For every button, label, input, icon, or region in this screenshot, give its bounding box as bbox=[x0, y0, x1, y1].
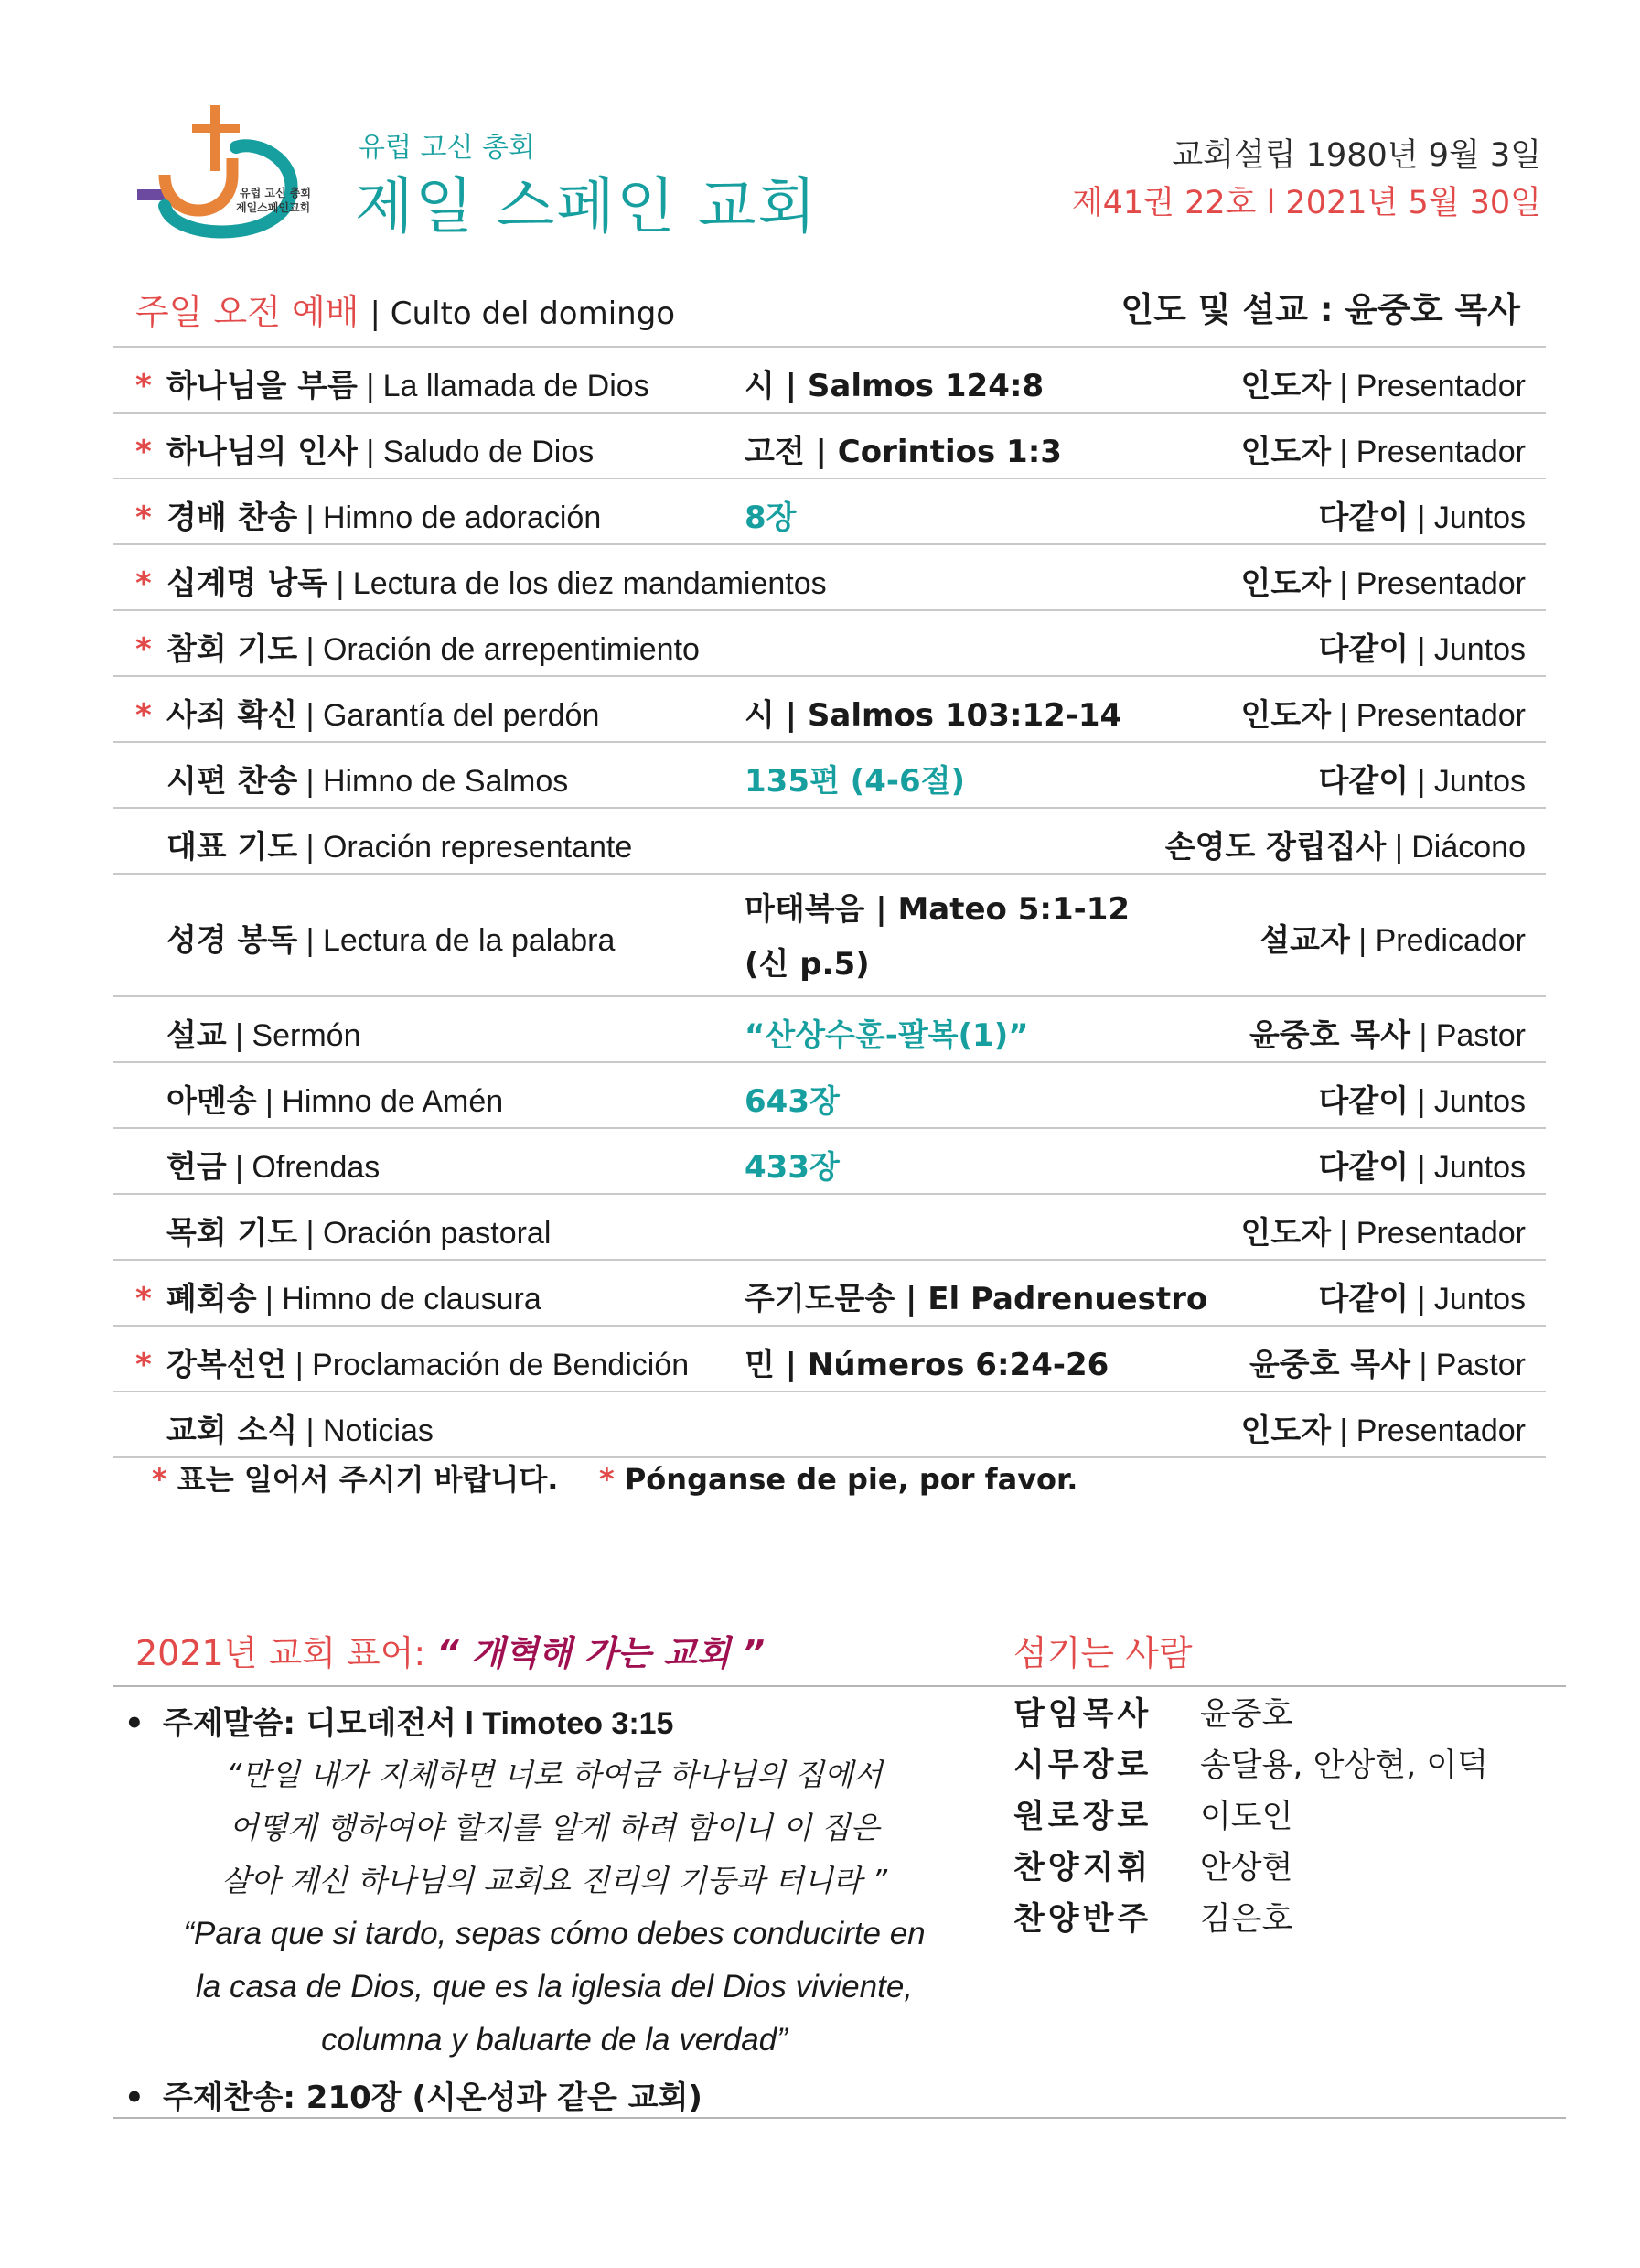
reference-text: 433장 bbox=[745, 1149, 840, 1186]
stand-marker: * bbox=[135, 1281, 152, 1317]
leader-ko: 인도자 bbox=[1240, 1413, 1332, 1449]
item-name-ko: 폐회송 bbox=[166, 1281, 257, 1317]
leader-ko: 인도자 bbox=[1240, 434, 1332, 470]
leader-es: | Presentador bbox=[1331, 435, 1526, 469]
leader-es: | Presentador bbox=[1331, 698, 1526, 733]
item-leader bbox=[1241, 360, 1527, 405]
servant-name: 송달용, 안상현, 이덕 bbox=[1200, 1747, 1488, 1784]
servant-role: 찬양반주 bbox=[1013, 1901, 1152, 1938]
order-row bbox=[113, 478, 1546, 543]
church-logo bbox=[137, 105, 320, 252]
leader-ko: 다같이 bbox=[1318, 1083, 1410, 1120]
verse-korean bbox=[124, 1748, 984, 1908]
leader-es: | Diácono bbox=[1386, 830, 1526, 865]
worship-title bbox=[135, 284, 675, 334]
item-reference bbox=[745, 426, 1062, 471]
leader-ko: 인도자 bbox=[1240, 565, 1332, 602]
order-item-name bbox=[166, 1274, 541, 1318]
issue-info: 제41권 22호 l 2021년 5월 30일 bbox=[1071, 185, 1541, 221]
leader-es: | Presentador bbox=[1331, 369, 1526, 403]
item-reference bbox=[745, 1339, 1109, 1384]
order-item-name bbox=[166, 1405, 434, 1450]
reference-text: 643장 bbox=[745, 1083, 840, 1120]
order-row bbox=[113, 1061, 1546, 1127]
order-row bbox=[113, 807, 1546, 873]
order-item-name bbox=[166, 822, 632, 866]
leader-es: | Pastor bbox=[1410, 1018, 1526, 1053]
item-leader bbox=[1319, 1142, 1526, 1187]
item-reference bbox=[745, 882, 1130, 992]
founded-date: 교회설립 1980년 9월 3일 bbox=[1172, 137, 1541, 174]
item-leader bbox=[1241, 1405, 1527, 1450]
order-row bbox=[113, 741, 1546, 807]
order-item-name bbox=[166, 1142, 380, 1187]
theme-block bbox=[124, 1698, 984, 2117]
bullet-icon: • bbox=[124, 1705, 145, 1742]
verse-line: 살아 계신 하나님의 교회요 진리의 기둥과 터니라 ” bbox=[220, 1863, 888, 1898]
note-star: * bbox=[598, 1462, 615, 1497]
note-es: Pónganse de pie, por favor. bbox=[624, 1462, 1078, 1497]
servants-heading: 섬기는 사람 bbox=[1013, 1633, 1193, 1673]
order-item-name bbox=[166, 915, 615, 960]
leader-es: | Juntos bbox=[1409, 500, 1526, 535]
item-name-ko: 목회 기도 bbox=[166, 1215, 298, 1252]
order-item-name bbox=[166, 756, 568, 801]
leader-ko: 다같이 bbox=[1318, 1281, 1410, 1317]
item-name-es: | Lectura de la palabra bbox=[297, 923, 616, 958]
order-row bbox=[113, 1193, 1546, 1259]
leader-es: | Juntos bbox=[1409, 764, 1526, 799]
servant-row bbox=[1013, 1791, 1488, 1843]
stand-marker: * bbox=[135, 565, 152, 602]
servant-name: 이도인 bbox=[1200, 1799, 1293, 1835]
worship-title-es: | Culto del domingo bbox=[370, 296, 676, 332]
item-name-es: | Noticias bbox=[297, 1413, 434, 1448]
leader-ko: 손영도 장립집사 bbox=[1164, 829, 1387, 865]
servant-row bbox=[1013, 1740, 1488, 1791]
item-name-ko: 대표 기도 bbox=[166, 829, 298, 865]
item-name-ko: 하나님의 인사 bbox=[166, 434, 358, 470]
item-name-ko: 강복선언 bbox=[166, 1347, 287, 1383]
order-row bbox=[113, 1259, 1546, 1325]
reference-text: 마태복음 | Mateo 5:1-12 bbox=[745, 891, 1131, 928]
reference-text: 민 | Números 6:24-26 bbox=[745, 1347, 1109, 1383]
item-leader bbox=[1249, 1010, 1526, 1055]
theme-hymn-line bbox=[124, 2072, 984, 2117]
order-row bbox=[113, 412, 1546, 478]
item-name-ko: 아멘송 bbox=[166, 1083, 257, 1120]
servant-role: 시무장로 bbox=[1013, 1747, 1152, 1784]
leader-ko: 인도자 bbox=[1240, 368, 1332, 404]
header-meta bbox=[1072, 132, 1541, 227]
servant-name: 안상현 bbox=[1200, 1850, 1293, 1886]
order-item-name bbox=[166, 1010, 360, 1055]
order-row bbox=[113, 675, 1546, 741]
order-item-name bbox=[166, 426, 594, 471]
leader-ko: 인도자 bbox=[1240, 1215, 1332, 1252]
reference-text: 주기도문송 | El Padrenuestro bbox=[745, 1281, 1208, 1317]
leader-es: | Juntos bbox=[1409, 1282, 1526, 1317]
item-name-es: | Oración pastoral bbox=[297, 1216, 552, 1251]
note-star: * bbox=[152, 1462, 167, 1497]
order-row bbox=[113, 995, 1546, 1061]
servant-name: 김은호 bbox=[1200, 1901, 1293, 1938]
item-name-es: | Himno de clausura bbox=[256, 1282, 541, 1317]
order-row bbox=[113, 873, 1546, 995]
stand-marker: * bbox=[135, 500, 152, 536]
verse-line: la casa de Dios, que es la iglesia del Dios viviente, bbox=[195, 1969, 914, 2005]
item-name-es: | Sermón bbox=[226, 1018, 361, 1053]
stand-marker: * bbox=[135, 434, 152, 470]
leader-ko: 다같이 bbox=[1318, 763, 1410, 800]
order-row bbox=[113, 1391, 1546, 1458]
stand-marker: * bbox=[135, 1347, 152, 1383]
item-leader bbox=[1259, 915, 1526, 960]
motto-text: “ 개혁해 가는 교회 ” bbox=[436, 1633, 766, 1673]
leader-ko: 윤중호 목사 bbox=[1249, 1347, 1410, 1383]
leader-es: | Juntos bbox=[1409, 632, 1526, 667]
item-name-es: | Proclamación de Bendición bbox=[286, 1348, 690, 1382]
order-item-name bbox=[166, 1339, 689, 1384]
item-name-ko: 십계명 낭독 bbox=[166, 565, 328, 602]
item-leader bbox=[1241, 558, 1527, 603]
stand-marker: * bbox=[135, 631, 152, 668]
standing-note bbox=[152, 1456, 1077, 1499]
item-name-ko: 참회 기도 bbox=[166, 631, 298, 668]
item-leader bbox=[1319, 1274, 1526, 1318]
reference-text: 고전 | Corintios 1:3 bbox=[745, 434, 1062, 470]
order-item-name bbox=[166, 1208, 551, 1252]
order-item-name bbox=[166, 492, 601, 537]
item-reference bbox=[745, 492, 797, 537]
leader-es: | Predicador bbox=[1349, 923, 1526, 958]
order-row bbox=[113, 609, 1546, 675]
motto-heading bbox=[135, 1625, 765, 1675]
verse-line: “만일 내가 지체하면 너로 하여금 하나님의 집에서 bbox=[226, 1757, 883, 1792]
item-name-ko: 교회 소식 bbox=[166, 1413, 298, 1449]
servant-row bbox=[1013, 1894, 1488, 1945]
order-item-name bbox=[166, 558, 827, 603]
item-name-ko: 하나님을 부름 bbox=[166, 368, 358, 404]
logo-text-1: 유럽 고신 총회 bbox=[240, 187, 311, 199]
item-name-es: | Garantía del perdón bbox=[297, 698, 600, 733]
leader-es: | Pastor bbox=[1410, 1348, 1526, 1382]
leader-es: | Juntos bbox=[1409, 1084, 1526, 1119]
item-name-ko: 성경 봉독 bbox=[166, 922, 298, 959]
servant-role: 담임목사 bbox=[1013, 1696, 1152, 1733]
item-reference bbox=[745, 1076, 840, 1121]
order-of-worship bbox=[113, 346, 1546, 1458]
item-reference bbox=[745, 1010, 1029, 1055]
item-name-es: | La llamada de Dios bbox=[357, 369, 649, 403]
leader-ko: 설교자 bbox=[1259, 922, 1350, 959]
leader-es: | Presentador bbox=[1331, 1216, 1526, 1251]
item-name-ko: 헌금 bbox=[166, 1149, 227, 1186]
leader-es: | Presentador bbox=[1331, 1413, 1526, 1448]
item-name-ko: 사죄 확신 bbox=[166, 697, 298, 734]
theme-hymn: 주제찬송: 210장 (시온성과 같은 교회) bbox=[163, 2080, 702, 2116]
item-leader bbox=[1319, 624, 1526, 669]
item-reference bbox=[745, 360, 1044, 405]
reference-text: 135편 (4-6절) bbox=[745, 763, 966, 800]
officiant: 인도 및 설교 : 윤중호 목사 bbox=[1120, 290, 1520, 329]
item-leader bbox=[1241, 690, 1527, 735]
servant-name: 윤중호 bbox=[1200, 1696, 1293, 1733]
order-row bbox=[113, 1325, 1546, 1391]
motto-prefix: 2021년 교회 표어: bbox=[135, 1633, 437, 1673]
item-reference bbox=[745, 1142, 840, 1187]
item-name-es: | Himno de Amén bbox=[256, 1084, 504, 1119]
church-name: 제일 스페인 교회 bbox=[355, 171, 819, 242]
divider bbox=[113, 2117, 1566, 2119]
reference-text: 8장 bbox=[745, 500, 797, 536]
leader-ko: 윤중호 목사 bbox=[1249, 1017, 1410, 1054]
leader-ko: 다같이 bbox=[1318, 500, 1410, 536]
leader-ko: 다같이 bbox=[1318, 631, 1410, 668]
worship-heading bbox=[135, 274, 1527, 339]
reference-text: 시 | Salmos 124:8 bbox=[745, 368, 1045, 404]
theme-verse-label: 주제말씀: 디모데전서 bbox=[163, 1705, 457, 1742]
leader-ko: 다같이 bbox=[1318, 1149, 1410, 1186]
reference-page: (신 p.5) bbox=[745, 946, 870, 983]
order-row bbox=[113, 346, 1546, 412]
item-leader bbox=[1165, 822, 1526, 866]
theme-verse-line bbox=[124, 1698, 984, 1743]
stand-marker: * bbox=[135, 697, 152, 734]
item-reference bbox=[745, 690, 1121, 735]
leader-es: | Juntos bbox=[1409, 1150, 1526, 1185]
item-name-es: | Himno de Salmos bbox=[297, 764, 569, 799]
item-leader bbox=[1241, 1208, 1527, 1252]
order-row bbox=[113, 543, 1546, 609]
item-leader bbox=[1241, 426, 1527, 471]
item-reference bbox=[745, 1274, 1207, 1318]
verse-line: “Para que si tardo, sepas cómo debes conducirte en bbox=[183, 1916, 926, 1951]
item-name-es: | Saludo de Dios bbox=[357, 435, 595, 469]
servant-role: 찬양지휘 bbox=[1013, 1850, 1152, 1886]
org-name: 유럽 고신 총회 bbox=[359, 132, 535, 164]
item-name-es: | Lectura de los diez mandamientos bbox=[327, 566, 827, 601]
leader-es: | Presentador bbox=[1331, 566, 1526, 601]
item-leader bbox=[1319, 1076, 1526, 1121]
order-item-name bbox=[166, 360, 649, 405]
item-leader bbox=[1319, 492, 1526, 537]
verse-line: columna y baluarte de la verdad” bbox=[321, 2022, 788, 2058]
order-item-name bbox=[166, 624, 700, 669]
servant-role: 원로장로 bbox=[1013, 1799, 1152, 1835]
order-row bbox=[113, 1127, 1546, 1193]
item-name-es: | Oración de arrepentimiento bbox=[297, 632, 700, 667]
item-name-ko: 시편 찬송 bbox=[166, 763, 298, 800]
item-leader bbox=[1319, 756, 1526, 801]
logo-text-2: 제일스페인교회 bbox=[236, 201, 311, 214]
servant-row bbox=[1013, 1689, 1488, 1740]
divider bbox=[113, 1685, 1566, 1687]
order-item-name bbox=[166, 1076, 503, 1121]
verse-line: 어떻게 행하여야 할지를 알게 하려 함이니 이 집은 bbox=[229, 1810, 880, 1845]
bullet-icon: • bbox=[124, 2080, 145, 2116]
servants-list bbox=[1013, 1689, 1488, 1945]
item-name-es: | Ofrendas bbox=[226, 1150, 381, 1185]
item-name-es: | Oración representante bbox=[297, 830, 633, 865]
theme-verse-ref: l Timoteo 3:15 bbox=[456, 1706, 674, 1741]
verse-spanish bbox=[124, 1908, 984, 2067]
order-item-name bbox=[166, 690, 599, 735]
item-reference bbox=[745, 756, 965, 801]
stand-marker: * bbox=[135, 368, 152, 404]
servant-row bbox=[1013, 1843, 1488, 1894]
item-leader bbox=[1249, 1339, 1526, 1384]
item-name-ko: 설교 bbox=[166, 1017, 227, 1054]
reference-text: “산상수훈-팔복(1)” bbox=[745, 1017, 1029, 1054]
reference-text: 시 | Salmos 103:12-14 bbox=[745, 697, 1122, 734]
note-ko: 표는 일어서 주시기 바랍니다. bbox=[177, 1462, 559, 1497]
item-name-ko: 경배 찬송 bbox=[166, 500, 298, 536]
worship-title-ko: 주일 오전 예배 bbox=[135, 292, 359, 332]
item-name-es: | Himno de adoración bbox=[297, 500, 602, 535]
leader-ko: 인도자 bbox=[1240, 697, 1332, 734]
